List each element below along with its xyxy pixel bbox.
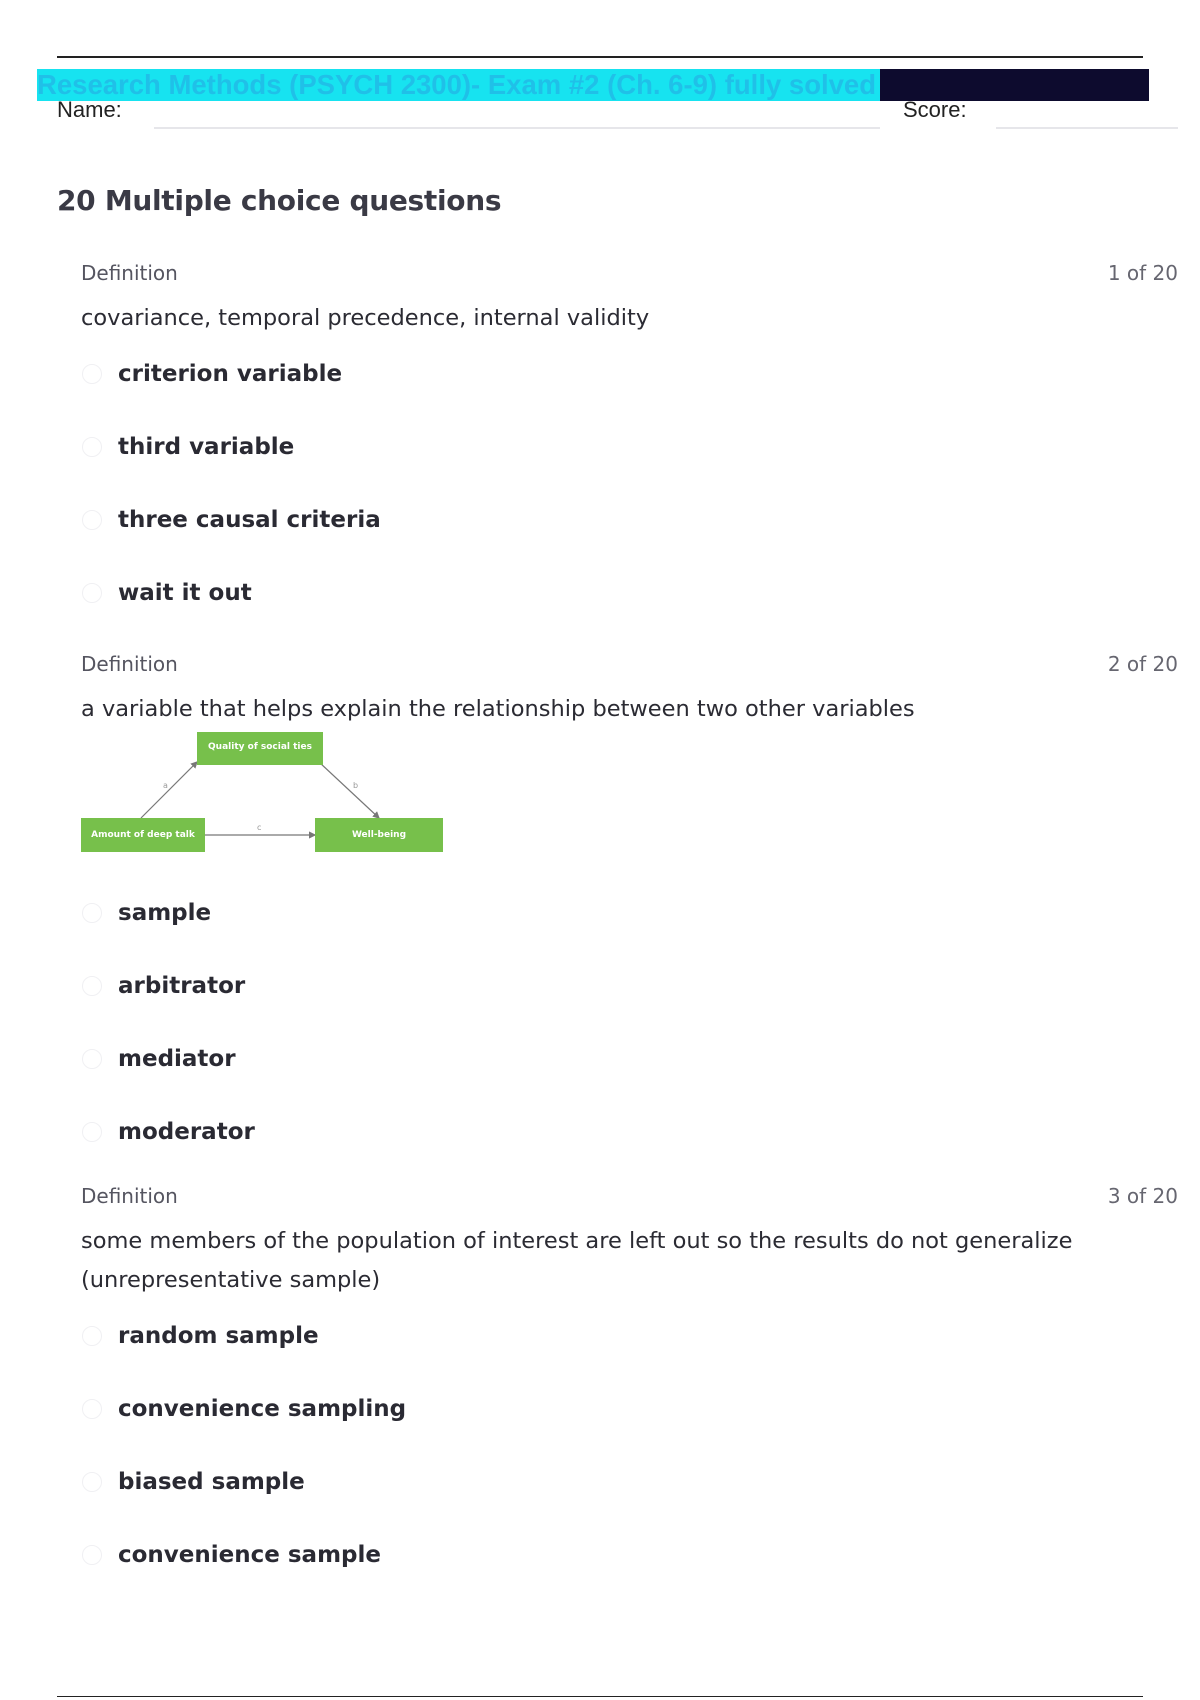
answer-option[interactable] bbox=[81, 574, 781, 614]
arrow-a bbox=[141, 762, 197, 818]
answer-option[interactable] bbox=[81, 428, 781, 468]
answer-option-label: arbitrator bbox=[118, 973, 246, 999]
radio-button[interactable] bbox=[82, 903, 102, 923]
question-prompt: some members of the population of interest are left out so the results do not generalize (unrepresentative sample) bbox=[81, 1228, 1073, 1293]
answer-option[interactable] bbox=[81, 1113, 781, 1153]
answer-option[interactable] bbox=[81, 355, 781, 395]
arrow-b bbox=[319, 762, 379, 818]
answer-option-label: convenience sampling bbox=[118, 1396, 407, 1422]
question-2 bbox=[81, 652, 1178, 1152]
question-counter: 1 of 20 bbox=[1107, 261, 1178, 285]
answer-option[interactable] bbox=[81, 1317, 781, 1357]
answer-option-label: sample bbox=[118, 900, 212, 926]
question-counter: 3 of 20 bbox=[1107, 1184, 1178, 1208]
answer-option-label: biased sample bbox=[118, 1469, 305, 1495]
section-title: 20 Multiple choice questions bbox=[57, 184, 502, 217]
answer-option-label: moderator bbox=[118, 1119, 255, 1145]
answer-option-label: wait it out bbox=[118, 580, 252, 606]
question-3 bbox=[81, 1184, 1178, 1584]
radio-button[interactable] bbox=[82, 510, 102, 530]
path-label-a: a bbox=[163, 781, 168, 790]
answer-option[interactable] bbox=[81, 1463, 781, 1503]
question-label: Definition bbox=[81, 652, 178, 676]
answer-option[interactable] bbox=[81, 967, 781, 1007]
answer-option-label: third variable bbox=[118, 434, 295, 460]
question-prompt: a variable that helps explain the relationship between two other variables bbox=[81, 696, 915, 722]
question-label: Definition bbox=[81, 1184, 178, 1208]
answer-option[interactable] bbox=[81, 894, 781, 934]
answer-option-label: mediator bbox=[118, 1046, 236, 1072]
document-title: Research Methods (PSYCH 2300)- Exam #2 (Ch. 6-9) fully solved bbox=[37, 69, 880, 101]
radio-button[interactable] bbox=[82, 1399, 102, 1419]
answer-option[interactable] bbox=[81, 1390, 781, 1430]
answer-option-label: criterion variable bbox=[118, 361, 343, 387]
bottom-rule bbox=[57, 1696, 1143, 1697]
question-1 bbox=[81, 261, 1178, 606]
radio-button[interactable] bbox=[82, 1122, 102, 1142]
radio-button[interactable] bbox=[82, 1326, 102, 1346]
name-label: Name: bbox=[57, 97, 122, 122]
question-label: Definition bbox=[81, 261, 178, 285]
path-label-c: c bbox=[257, 823, 262, 832]
answer-option-label: convenience sample bbox=[118, 1542, 381, 1568]
answer-option-label: random sample bbox=[118, 1323, 319, 1349]
diagram-box-predictor: Amount of deep talk bbox=[81, 818, 205, 852]
title-banner bbox=[37, 69, 1149, 101]
answer-option[interactable] bbox=[81, 501, 781, 541]
answer-option-label: three causal criteria bbox=[118, 507, 381, 533]
question-prompt: covariance, temporal precedence, internal validity bbox=[81, 305, 650, 331]
radio-button[interactable] bbox=[82, 1545, 102, 1565]
radio-button[interactable] bbox=[82, 1472, 102, 1492]
score-field[interactable] bbox=[996, 127, 1178, 129]
answer-option[interactable] bbox=[81, 1040, 781, 1080]
path-label-b: b bbox=[353, 781, 359, 790]
radio-button[interactable] bbox=[82, 437, 102, 457]
radio-button[interactable] bbox=[82, 364, 102, 384]
name-field[interactable] bbox=[154, 127, 880, 129]
top-rule bbox=[57, 56, 1143, 58]
radio-button[interactable] bbox=[82, 583, 102, 603]
radio-button[interactable] bbox=[82, 1049, 102, 1069]
score-label: Score: bbox=[903, 97, 967, 122]
mediation-diagram bbox=[81, 732, 441, 862]
question-counter: 2 of 20 bbox=[1107, 652, 1178, 676]
radio-button[interactable] bbox=[82, 976, 102, 996]
answer-option[interactable] bbox=[81, 1536, 781, 1576]
diagram-box-outcome: Well-being bbox=[315, 818, 443, 852]
diagram-box-mediator: Quality of social ties bbox=[197, 732, 323, 765]
